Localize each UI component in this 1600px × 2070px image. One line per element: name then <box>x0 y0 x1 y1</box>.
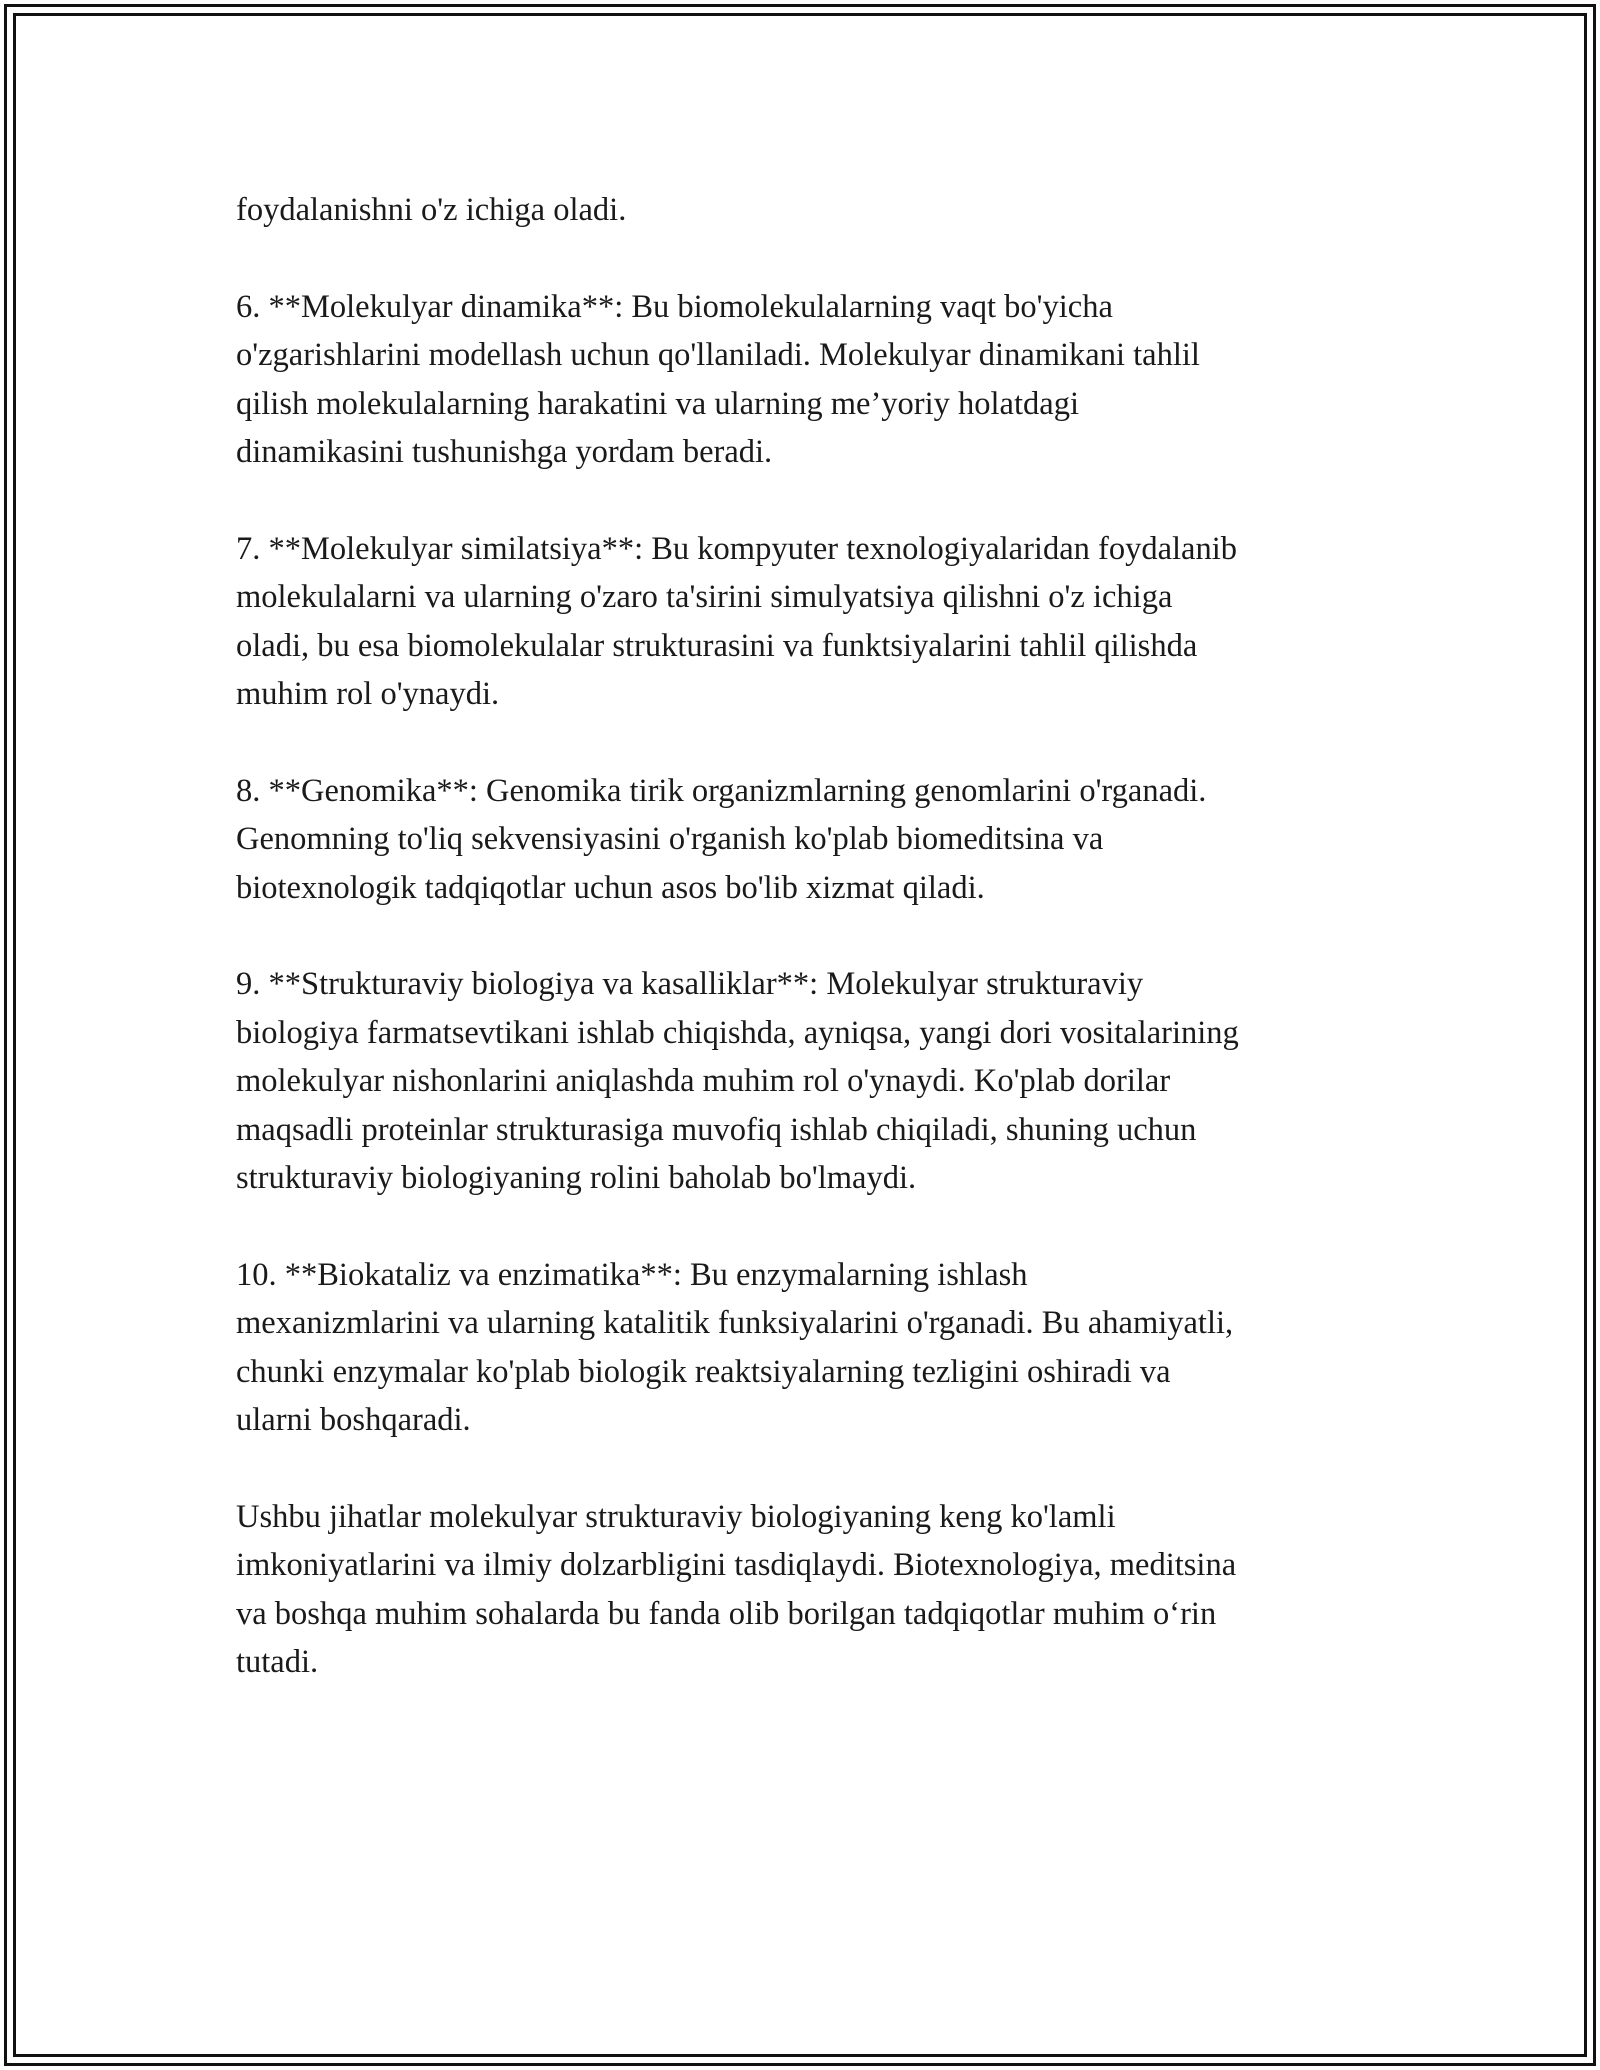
paragraph-strukturaviy-biologiya: 9. **Strukturaviy biologiya va kasalliklar**: Molekulyar strukturaviy biologiya farmatsevtikani ishlab chiqishda, ayniqsa, yangi dori vositalarining molekulyar nishonlarini aniqlashda muhim rol o'ynaydi. Ko'plab dorilar maqsadli proteinlar strukturasiga muvofiq ishlab chiqiladi, shuning uchun strukturaviy biologiyaning rolini baholab bo'lmaydi. <box>236 966 1239 1197</box>
paragraph-biokataliz: 10. **Biokataliz va enzimatika**: Bu enzymalarning ishlash mexanizmlarini va ularning katalitik funksiyalarini o'rganadi. Bu ahamiyatli, chunki enzymalar ko'plab biologik reaktsiyalarning tezligini oshiradi va ularni boshqaradi. <box>236 1256 1234 1439</box>
paragraph-molekulyar-similatsiya: 7. **Molekulyar similatsiya**: Bu kompyuter texnologiyalaridan foydalanib molekulalarni va ularning o'zaro ta'sirini simulyatsiya qilishni o'z ichiga oladi, bu esa biomolekulalar strukturasini va funktsiyalarini tahlil qilishda muhim rol o'ynaydi. <box>236 530 1237 713</box>
paragraph-conclusion: Ushbu jihatlar molekulyar strukturaviy biologiyaning keng ko'lamli imkoniyatlarini va ilmiy dolzarbligini tasdiqlaydi. Biotexnologiya, meditsina va boshqa muhim sohalarda bu fanda olib borilgan tadqiqotlar muhim o‘rin tutadi. <box>236 1498 1237 1681</box>
paragraph-molekulyar-dinamika: 6. **Molekulyar dinamika**: Bu biomolekulalarning vaqt bo'yicha o'zgarishlarini modellash uchun qo'llaniladi. Molekulyar dinamikani tahlil qilish molekulalarning harakatini va ularning me’yoriy holatdagi dinamikasini tushunishga yordam beradi. <box>236 288 1200 471</box>
paragraph-continuation: foydalanishni o'z ichiga oladi. <box>236 192 627 228</box>
paragraph-genomika: 8. **Genomika**: Genomika tirik organizmlarning genomlarini o'rganadi. Genomning to'liq sekvensiyasini o'rganish ko'plab biomeditsina va biotexnologik tadqiqotlar uchun asos bo'lib xizmat qiladi. <box>236 772 1207 906</box>
document-body <box>236 186 1396 1735</box>
